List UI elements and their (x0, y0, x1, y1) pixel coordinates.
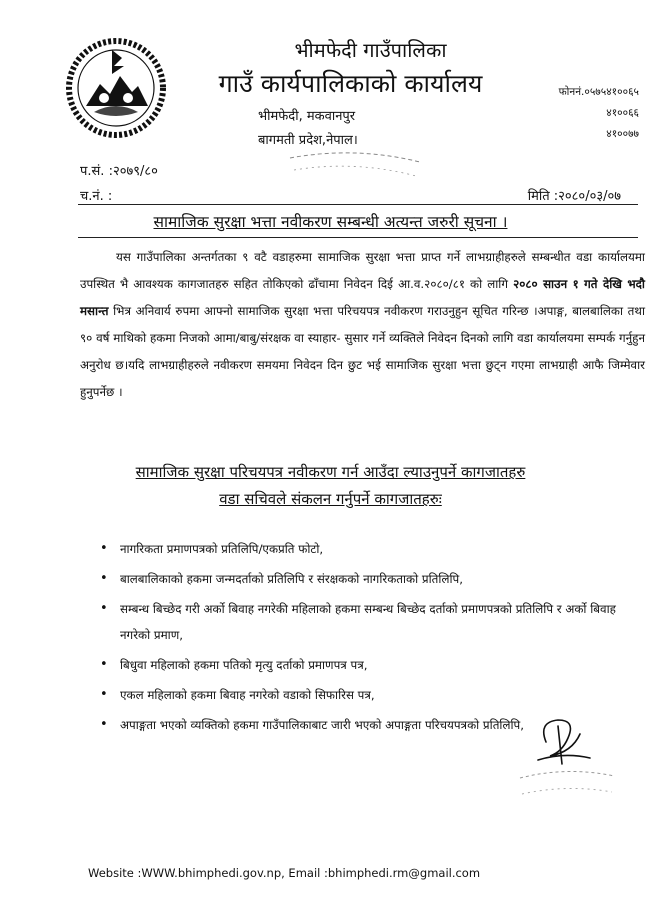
office-stamp-icon (280, 150, 430, 200)
list-item: • बिधुवा महिलाको हकमा पतिको मृत्यु दर्ताको प्रमाणपत्र पत्र, (100, 652, 645, 678)
dispatch-number: च.नं. : (80, 189, 113, 204)
notice-body-rest: भित्र अनिवार्य रुपमा आफ्नो सामाजिक सुरक्षा भत्ता परिचयपत्र नवीकरण गराउनुहुन सूचित गरिन्छ ।अपाङ्ग, बालबालिका तथा ९० वर्ष माथिको हकमा निजको आमा/बाबु/संरक्षक वा स्याहार- सुसार गर्ने व्यक्तिले निवेदन दिनको लागि वडा कार्यालयमा सम्पर्क गर्नुहुन अनुरोध छ।यदि लाभग्राहीहरुले नवीकरण समयमा निवेदन दिन छुट भई सामाजिक सुरक्षा भत्ता छुट्न गएमा लाभग्राही आफै जिम्मेवार हुनुपर्नेछ । (80, 304, 645, 399)
list-item: • नागरिकता प्रमाणपत्रको प्रतिलिपि/एकप्रति फोटो, (100, 536, 645, 562)
list-item: • अपाङ्गता भएको व्यक्तिको हकमा गाउँपालिकाबाट जारी भएको अपाङ्गता परिचयपत्रको प्रतिलिपि, (100, 712, 645, 738)
notice-body-deadline: २०८० साउन १ गते देखि भदौ मसान्त (80, 277, 645, 318)
documents-subtitle: वडा सचिवले संकलन गर्नुपर्ने कागजातहरुः (219, 490, 442, 508)
reference-number: प.सं. :२०७९/८० (80, 164, 158, 179)
phone-number: ४१००६६ (606, 107, 639, 119)
list-item: • बालबालिकाको हकमा जन्मदर्ताको प्रतिलिपि र संरक्षकको नागरिकताको प्रतिलिपि, (100, 566, 645, 592)
office-stamp-icon (512, 762, 622, 810)
list-item: • एकल महिलाको हकमा बिवाह नगरेको वडाको सिफारिस पत्र, (100, 682, 645, 708)
list-item: • सम्बन्ध बिच्छेद गरी अर्को बिवाह नगरेकी महिलाको हकमा सम्बन्ध बिच्छेद दर्ताको प्रमाणपत्रको प्रतिलिपि र अर्को बिवाह नगरेको प्रमाण, (100, 596, 645, 648)
address-line-2: बागमती प्रदेश,नेपाल। (258, 133, 358, 148)
phone-number: फोननं.०५७५४१००६५ (558, 86, 639, 98)
phone-number: ४१००७७ (606, 128, 639, 140)
divider-top (78, 204, 638, 205)
office-name: गाउँ कार्यपालिकाको कार्यालय (218, 69, 483, 98)
documents-title: सामाजिक सुरक्षा परिचयपत्र नवीकरण गर्न आउँदा ल्याउनुपर्ने कागजातहरु (135, 463, 526, 481)
municipality-name: भीमफेदी गाउँपालिका (294, 38, 447, 62)
footer-contact: Website :WWW.bhimphedi.gov.np, Email :bhimphedi.rm@gmail.com (88, 866, 481, 880)
notice-body (80, 244, 645, 406)
phone-numbers (559, 82, 639, 145)
notice-date: मिति :२०८०/०३/०७ (527, 189, 621, 204)
notice-title: सामाजिक सुरक्षा भत्ता नवीकरण सम्बन्धी अत्यन्त जरुरी सूचना । (153, 213, 508, 231)
address-line-1: भीमफेदी, मकवानपुर (258, 109, 356, 124)
notice-body-intro: यस गाउँपालिका अन्तर्गतका ९ वटै वडाहरुमा सामाजिक सुरक्षा भत्ता प्राप्त गर्ने लाभग्राहीहरुले सम्बन्धीत वडा कार्यालयमा उपस्थित भै आवश्यक कागजातहरु सहित तोकिएको ढाँचामा निवेदन दिई आ.व.२०८०/८१ को लागि (80, 250, 645, 291)
divider-bottom (78, 237, 638, 238)
